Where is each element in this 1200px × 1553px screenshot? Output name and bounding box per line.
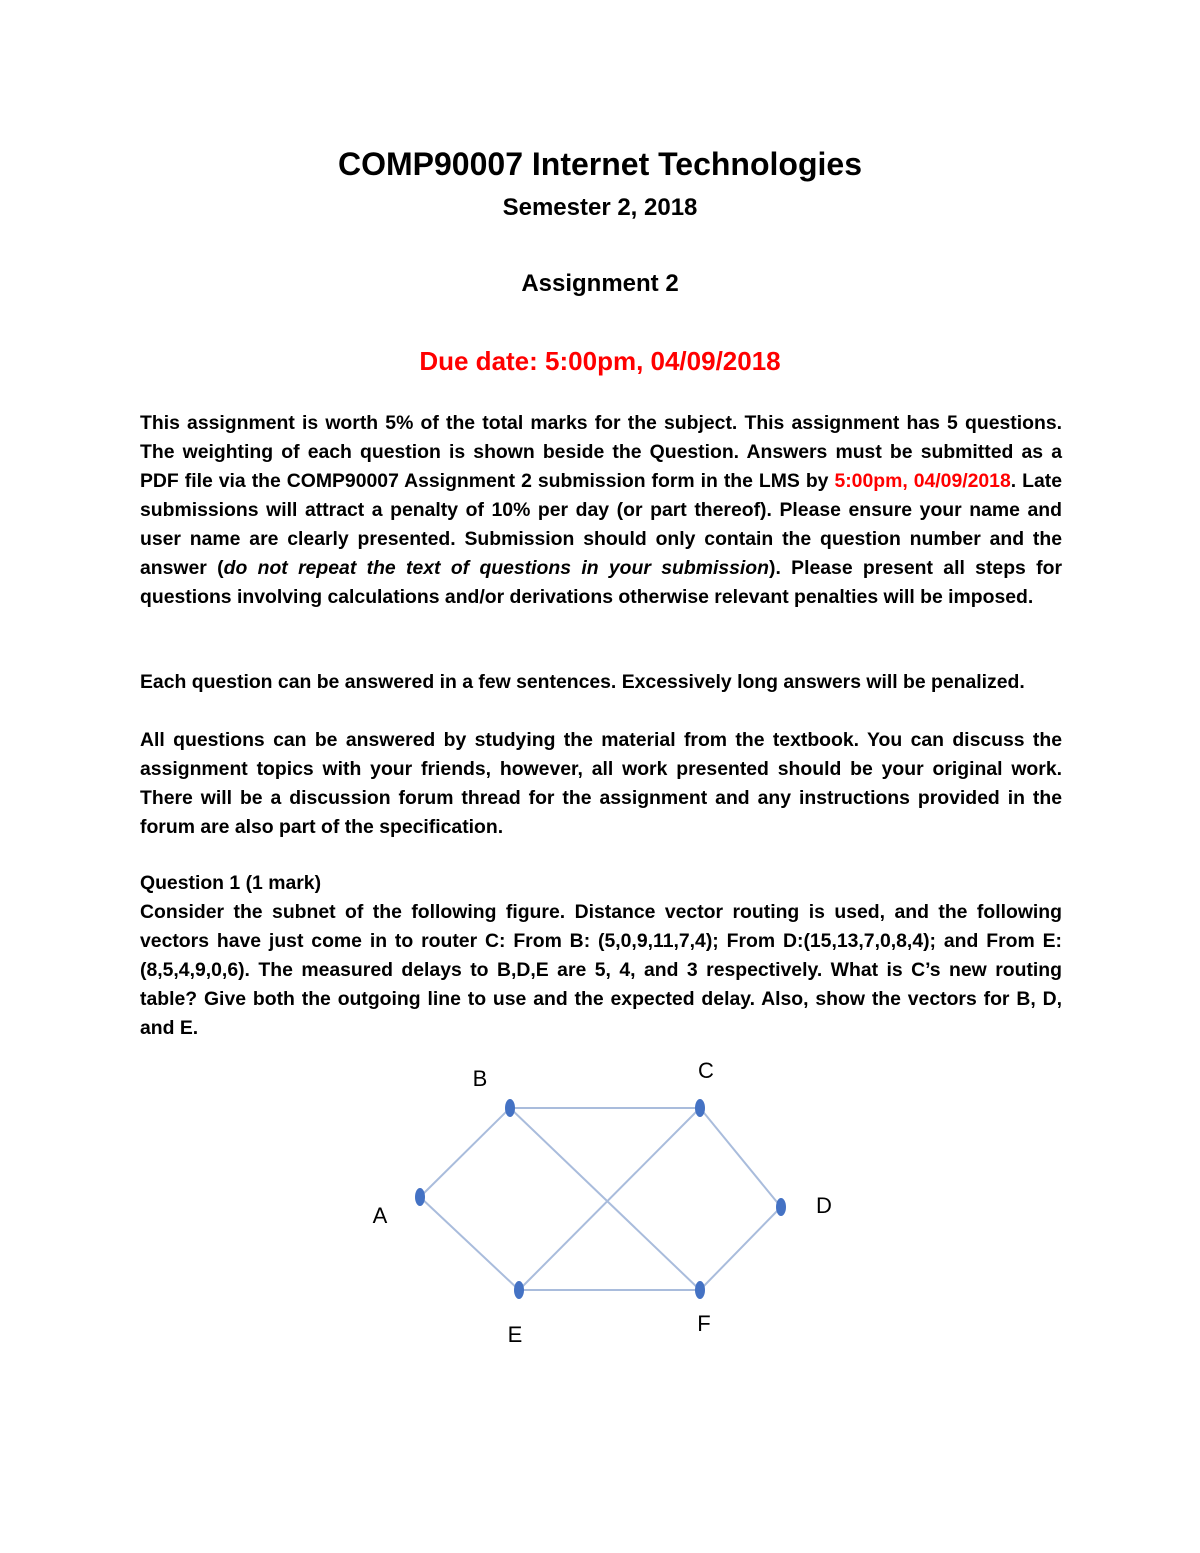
node-label-c: C (698, 1058, 714, 1083)
intro-due-highlight: 5:00pm, 04/09/2018 (834, 470, 1011, 492)
semester-subtitle: Semester 2, 2018 (502, 194, 698, 221)
due-date: Due date: 5:00pm, 04/09/2018 (419, 346, 781, 376)
node-f (695, 1281, 705, 1299)
question-1-title: Question 1 (140, 872, 241, 894)
network-edges (420, 1108, 781, 1290)
node-c (695, 1099, 705, 1117)
node-a (415, 1188, 425, 1206)
edge-d-f (700, 1207, 781, 1290)
question-1-marks: (1 mark) (240, 872, 322, 894)
intro-paragraph-3: All questions can be answered by studying the material from the textbook. You can discuss the assignment topics with your friends, however, all work presented should be your original work. There will be a discussion forum thread for the assignment and any instructions provided in the forum are also part of the specification. (140, 729, 1062, 838)
document-title: COMP90007 Internet Technologies (338, 146, 862, 182)
network-labels (373, 1058, 832, 1347)
intro-text-a: This assignment is worth 5% of the total marks for the subject. This assignment has 5 questions. The weighting of each question is shown beside the Question. Answers must be submitted as a PDF file via the COMP90007 Assignment 2 submission form in the LMS by (140, 412, 1062, 492)
edge-a-e (420, 1197, 519, 1290)
edge-c-d (700, 1108, 781, 1207)
node-b (505, 1099, 515, 1117)
node-e (514, 1281, 524, 1299)
node-label-d: D (816, 1193, 832, 1218)
question-1-text: Consider the subnet of the following figure. Distance vector routing is used, and the following vectors have just come in to router C: From B: (5,0,9,11,7,4); From D:(15,13,7,0,8,4); and From E: (8,5,4,9,0,6). The measured delays to B,D,E are 5, 4, and 3 respectively. What is C’s new routing table? Give both the outgoing line to use and the expected delay. Also, show the vectors for B, D, and E. (140, 901, 1062, 1039)
node-d (776, 1198, 786, 1216)
intro-paragraph-2: Each question can be answered in a few sentences. Excessively long answers will be penalized. (140, 671, 1025, 693)
network-nodes (415, 1099, 786, 1299)
node-label-b: B (472, 1066, 488, 1091)
intro-italic-note: do not repeat the text of questions in your submission (223, 557, 769, 579)
intro-text-b: . Late submissions will attract a penalty of 10% per day (or part thereof). Please ensure your name and user name are clearly presented. Submission should only contain the question number and the answer ( (140, 470, 1062, 579)
intro-text-c: ). Please present all steps for questions involving calculations and/or derivations otherwise relevant penalties will be imposed. (140, 557, 1062, 608)
node-label-e: E (507, 1322, 523, 1347)
node-label-a: A (372, 1203, 388, 1228)
node-label-f: F (697, 1311, 711, 1336)
assignment-heading: Assignment 2 (521, 270, 679, 297)
edge-a-b (420, 1108, 510, 1197)
